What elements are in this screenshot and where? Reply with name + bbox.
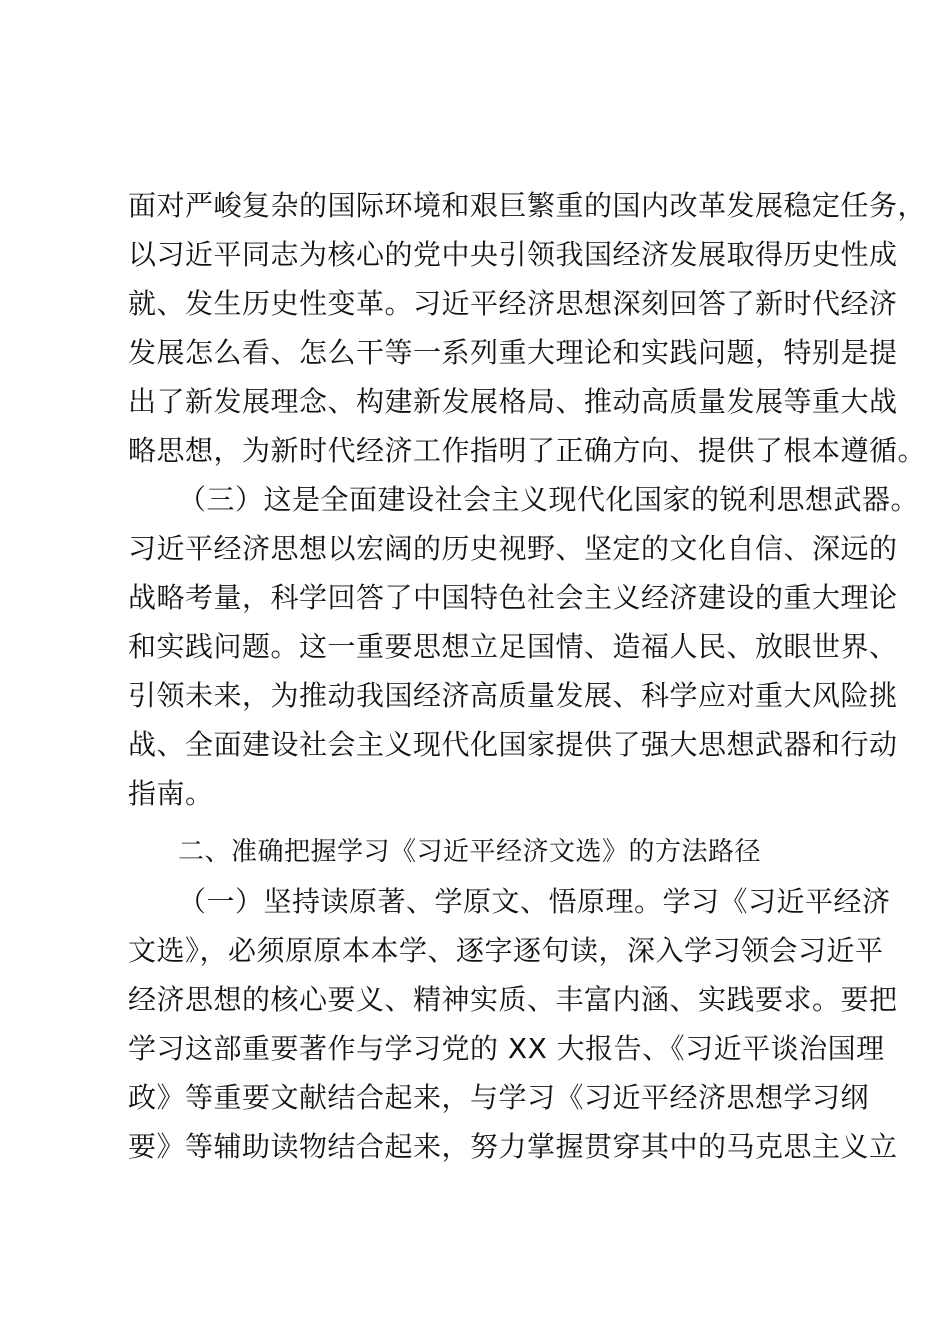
text-line: 和实践问题。这一重要思想立足国情、造福人民、放眼世界、 [128, 630, 898, 663]
chapter-heading: 二、准确把握学习《习近平经济文选》的方法路径 [178, 837, 762, 867]
text-line: 要》等辅助读物结合起来，努力掌握贯穿其中的马克思主义立 [128, 1130, 898, 1163]
text-line: 政》等重要文献结合起来，与学习《习近平经济思想学习纲 [128, 1081, 870, 1114]
text-line: 学习这部重要著作与学习党的 XX 大报告、《习近平谈治国理 [128, 1032, 885, 1065]
text-line: 经济思想的核心要义、精神实质、丰富内涵、实践要求。要把 [128, 983, 898, 1016]
text-line: 战、全面建设社会主义现代化国家提供了强大思想武器和行动 [128, 728, 898, 761]
text-line: 文选》，必须原原本本学、逐字逐句读，深入学习领会习近平 [128, 934, 884, 967]
section-heading: （三）这是全面建设社会主义现代化国家的锐利思想武器。 [178, 483, 920, 516]
text-line: 出了新发展理念、构建新发展格局、推动高质量发展等重大战 [128, 385, 898, 418]
text-line: 引领未来，为推动我国经济高质量发展、科学应对重大风险挑 [128, 679, 898, 712]
text-line: 略思想，为新时代经济工作指明了正确方向、提供了根本遵循。 [128, 434, 927, 467]
section-heading: （一）坚持读原著、学原文、悟原理。学习《习近平经济 [178, 885, 891, 918]
text-line: 以习近平同志为核心的党中央引领我国经济发展取得历史性成 [128, 238, 898, 271]
text-line: 面对严峻复杂的国际环境和艰巨繁重的国内改革发展稳定任务， [128, 189, 927, 222]
text-line: 习近平经济思想以宏阔的历史视野、坚定的文化自信、深远的 [128, 532, 898, 565]
text-line: 战略考量，科学回答了中国特色社会主义经济建设的重大理论 [128, 581, 898, 614]
text-line: 指南。 [128, 777, 214, 810]
text-line: 发展怎么看、怎么干等一系列重大理论和实践问题，特别是提 [128, 336, 898, 369]
text-line: 就、发生历史性变革。习近平经济思想深刻回答了新时代经济 [128, 287, 898, 320]
